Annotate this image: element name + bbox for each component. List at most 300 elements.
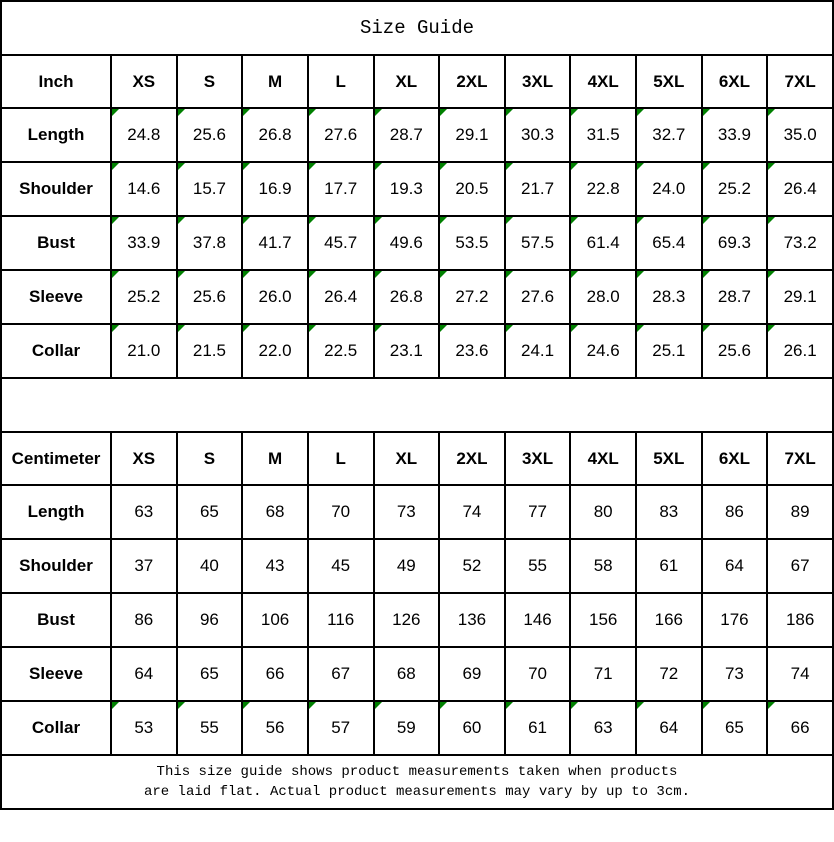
measurement-value-cell [439, 539, 505, 593]
size-header-cell: 6XL [702, 432, 768, 485]
size-header-cell: 7XL [767, 432, 833, 485]
measurement-value-cell [570, 701, 636, 755]
footer-row [1, 755, 833, 809]
measurement-value-cell [177, 539, 243, 593]
measurement-value: 25.6 [717, 341, 751, 360]
cell-corner-marker-icon [178, 163, 185, 170]
measurement-value-cell [242, 270, 308, 324]
cell-corner-marker-icon [112, 109, 119, 116]
size-header-cell: 3XL [505, 55, 571, 108]
cell-corner-marker-icon [768, 109, 775, 116]
measurement-value: 25.2 [717, 179, 751, 198]
measurement-value-cell [242, 162, 308, 216]
measurement-value: 71 [593, 664, 613, 683]
size-header-cell: 4XL [570, 432, 636, 485]
measurement-value: 83 [659, 502, 679, 521]
measurement-value-cell [702, 108, 768, 162]
measurement-value-cell [702, 324, 768, 378]
measurement-value: 17.7 [324, 179, 358, 198]
cell-corner-marker-icon [768, 702, 775, 709]
measurement-value: 66 [790, 718, 810, 737]
measurement-value-cell [702, 647, 768, 701]
measurement-value-cell [242, 108, 308, 162]
size-header-cell: 2XL [439, 55, 505, 108]
cell-corner-marker-icon [178, 217, 185, 224]
measurement-value: 136 [457, 610, 487, 629]
cell-corner-marker-icon [375, 271, 382, 278]
measurement-value: 27.6 [521, 287, 555, 306]
measurement-value-cell [505, 701, 571, 755]
measurement-value: 19.3 [389, 179, 423, 198]
measurement-value: 106 [260, 610, 290, 629]
measurement-value-cell [767, 270, 833, 324]
measurement-value: 63 [134, 502, 154, 521]
measurement-value: 28.7 [717, 287, 751, 306]
measurement-value-cell [242, 216, 308, 270]
measurement-value-cell [570, 216, 636, 270]
cell-corner-marker-icon [768, 325, 775, 332]
measurement-value: 49 [396, 556, 416, 575]
measurement-value: 65 [199, 664, 219, 683]
measurement-value-cell [177, 485, 243, 539]
measurement-value: 65 [724, 718, 744, 737]
measurement-value: 74 [790, 664, 810, 683]
measurement-value-cell [374, 485, 440, 539]
cell-corner-marker-icon [243, 163, 250, 170]
measurement-value-cell [767, 216, 833, 270]
measurement-value-cell [177, 162, 243, 216]
measurement-value: 89 [790, 502, 810, 521]
measurement-value-cell [505, 539, 571, 593]
measurement-value: 55 [528, 556, 548, 575]
measurement-value: 166 [654, 610, 683, 629]
measurement-value: 53 [134, 718, 154, 737]
cell-corner-marker-icon [243, 325, 250, 332]
measurement-label-cell: Shoulder [1, 162, 111, 216]
measurement-value: 40 [199, 556, 219, 575]
measurement-value-cell [767, 485, 833, 539]
measurement-value-cell [242, 324, 308, 378]
measurement-label-cell: Length [1, 108, 111, 162]
measurement-value-cell [767, 108, 833, 162]
measurement-value: 27.2 [455, 287, 489, 306]
measurement-value: 55 [199, 718, 219, 737]
measurement-value: 53.5 [455, 233, 489, 252]
measurement-value: 24.6 [586, 341, 620, 360]
measurement-value: 26.1 [783, 341, 817, 360]
cell-corner-marker-icon [112, 271, 119, 278]
measurement-value: 29.1 [783, 287, 817, 306]
measurement-value-cell [570, 485, 636, 539]
measurement-value-cell [439, 701, 505, 755]
measurement-value: 33.9 [127, 233, 161, 252]
measurement-value: 67 [331, 664, 351, 683]
measurement-value-cell [636, 647, 702, 701]
measurement-value: 156 [589, 610, 618, 629]
measurement-value: 73.2 [783, 233, 817, 252]
measurement-value-cell [702, 162, 768, 216]
measurement-value-cell [374, 108, 440, 162]
centimeter-table-body [1, 432, 833, 755]
cell-corner-marker-icon [506, 325, 513, 332]
measurement-value-cell [439, 324, 505, 378]
size-header-cell: L [308, 55, 374, 108]
measurement-value-cell [308, 162, 374, 216]
measurement-value-cell [570, 539, 636, 593]
measurement-value: 26.4 [783, 179, 817, 198]
measurement-row [1, 539, 833, 593]
size-header-cell: 2XL [439, 432, 505, 485]
measurement-value-cell [505, 647, 571, 701]
cell-corner-marker-icon [309, 217, 316, 224]
measurement-row [1, 593, 833, 647]
measurement-value-cell [439, 108, 505, 162]
measurement-value: 23.6 [455, 341, 489, 360]
cell-corner-marker-icon [375, 163, 382, 170]
measurement-value-cell [570, 647, 636, 701]
measurement-value: 69.3 [717, 233, 751, 252]
measurement-value: 58 [593, 556, 613, 575]
measurement-value-cell [374, 593, 440, 647]
measurement-value: 49.6 [389, 233, 423, 252]
measurement-value: 96 [199, 610, 219, 629]
measurement-value: 52 [462, 556, 482, 575]
cell-corner-marker-icon [506, 163, 513, 170]
measurement-value-cell [439, 593, 505, 647]
measurement-value-cell [636, 162, 702, 216]
cell-corner-marker-icon [571, 702, 578, 709]
measurement-label-cell: Shoulder [1, 539, 111, 593]
measurement-value-cell [242, 539, 308, 593]
measurement-value-cell [111, 593, 177, 647]
measurement-value-cell [308, 324, 374, 378]
cell-corner-marker-icon [637, 325, 644, 332]
cell-corner-marker-icon [506, 702, 513, 709]
measurement-value: 65 [199, 502, 219, 521]
measurement-value-cell [177, 270, 243, 324]
measurement-value: 23.1 [389, 341, 423, 360]
cell-corner-marker-icon [637, 217, 644, 224]
measurement-value: 29.1 [455, 125, 489, 144]
measurement-value: 68 [265, 502, 285, 521]
measurement-value: 176 [720, 610, 749, 629]
cell-corner-marker-icon [703, 271, 710, 278]
cell-corner-marker-icon [112, 325, 119, 332]
measurement-value: 45.7 [324, 233, 358, 252]
measurement-value: 72 [659, 664, 679, 683]
measurement-value: 116 [327, 610, 355, 629]
measurement-value-cell [439, 162, 505, 216]
cell-corner-marker-icon [309, 702, 316, 709]
measurement-value: 68 [396, 664, 416, 683]
measurement-value-cell [636, 485, 702, 539]
cell-corner-marker-icon [703, 217, 710, 224]
measurement-value-cell [111, 216, 177, 270]
measurement-value-cell [111, 162, 177, 216]
cell-corner-marker-icon [112, 217, 119, 224]
measurement-value: 61.4 [586, 233, 620, 252]
size-header-row [1, 432, 833, 485]
measurement-value: 26.4 [324, 287, 358, 306]
cell-corner-marker-icon [243, 217, 250, 224]
measurement-value: 57 [331, 718, 351, 737]
measurement-value-cell [111, 647, 177, 701]
measurement-value-cell [242, 485, 308, 539]
measurement-value-cell [505, 593, 571, 647]
cell-corner-marker-icon [440, 217, 447, 224]
measurement-value: 74 [462, 502, 482, 521]
measurement-value: 25.6 [192, 287, 226, 306]
measurement-value-cell [505, 324, 571, 378]
measurement-value-cell [636, 324, 702, 378]
measurement-value-cell [702, 485, 768, 539]
measurement-row [1, 485, 833, 539]
cell-corner-marker-icon [309, 163, 316, 170]
measurement-value: 70 [331, 502, 351, 521]
measurement-value-cell [374, 216, 440, 270]
measurement-value: 67 [790, 556, 810, 575]
title-row [1, 1, 833, 55]
measurement-value: 64 [724, 556, 744, 575]
measurement-value-cell [636, 701, 702, 755]
measurement-value: 65.4 [652, 233, 686, 252]
measurement-value: 30.3 [521, 125, 555, 144]
measurement-value: 63 [593, 718, 613, 737]
cell-corner-marker-icon [309, 271, 316, 278]
inch-table-body [1, 55, 833, 378]
measurement-value-cell [570, 324, 636, 378]
footer-note-line1: This size guide shows product measurements taken when products [156, 764, 678, 780]
measurement-value-cell [308, 701, 374, 755]
cell-corner-marker-icon [178, 271, 185, 278]
cell-corner-marker-icon [637, 163, 644, 170]
measurement-value: 126 [392, 610, 421, 629]
measurement-value-cell [702, 701, 768, 755]
measurement-value-cell [374, 539, 440, 593]
measurement-row [1, 162, 833, 216]
measurement-value-cell [767, 647, 833, 701]
cell-corner-marker-icon [768, 217, 775, 224]
measurement-value-cell [374, 701, 440, 755]
measurement-value-cell [767, 701, 833, 755]
measurement-value-cell [308, 647, 374, 701]
measurement-value: 43 [265, 556, 285, 575]
measurement-value: 69 [462, 664, 482, 683]
measurement-value-cell [242, 593, 308, 647]
measurement-value-cell [308, 216, 374, 270]
cell-corner-marker-icon [178, 702, 185, 709]
cell-corner-marker-icon [768, 271, 775, 278]
size-header-cell: M [242, 55, 308, 108]
measurement-value-cell [767, 324, 833, 378]
measurement-value: 28.0 [586, 287, 620, 306]
measurement-label-cell: Length [1, 485, 111, 539]
size-header-cell: 4XL [570, 55, 636, 108]
cell-corner-marker-icon [112, 702, 119, 709]
measurement-value-cell [439, 216, 505, 270]
measurement-label-cell: Collar [1, 324, 111, 378]
measurement-value: 28.3 [652, 287, 686, 306]
measurement-row [1, 216, 833, 270]
measurement-value-cell [374, 647, 440, 701]
measurement-value: 86 [134, 610, 154, 629]
measurement-value: 37 [134, 556, 154, 575]
measurement-value-cell [505, 108, 571, 162]
measurement-value: 22.8 [586, 179, 620, 198]
measurement-value-cell [374, 324, 440, 378]
unit-header-cell: Inch [1, 55, 111, 108]
measurement-value: 146 [523, 610, 552, 629]
size-header-cell: M [242, 432, 308, 485]
measurement-value: 70 [528, 664, 548, 683]
cell-corner-marker-icon [375, 325, 382, 332]
measurement-value-cell [636, 593, 702, 647]
size-header-cell: S [177, 432, 243, 485]
measurement-row [1, 324, 833, 378]
measurement-value: 33.9 [717, 125, 751, 144]
measurement-value-cell [636, 270, 702, 324]
measurement-value: 77 [528, 502, 548, 521]
measurement-value: 21.0 [127, 341, 161, 360]
measurement-value: 26.8 [258, 125, 292, 144]
cell-corner-marker-icon [637, 271, 644, 278]
measurement-value: 41.7 [258, 233, 292, 252]
measurement-value-cell [111, 270, 177, 324]
measurement-value-cell [111, 485, 177, 539]
cell-corner-marker-icon [506, 271, 513, 278]
measurement-row [1, 108, 833, 162]
measurement-value: 35.0 [783, 125, 817, 144]
cell-corner-marker-icon [703, 163, 710, 170]
size-header-cell: XS [111, 432, 177, 485]
cell-corner-marker-icon [571, 325, 578, 332]
measurement-value-cell [702, 270, 768, 324]
cell-corner-marker-icon [440, 702, 447, 709]
measurement-value-cell [111, 539, 177, 593]
measurement-value-cell [242, 701, 308, 755]
measurement-value: 22.5 [324, 341, 358, 360]
measurement-value: 25.2 [127, 287, 161, 306]
cell-corner-marker-icon [112, 163, 119, 170]
cell-corner-marker-icon [243, 271, 250, 278]
size-header-cell: XL [374, 55, 440, 108]
measurement-value: 60 [462, 718, 482, 737]
measurement-value: 27.6 [324, 125, 358, 144]
cell-corner-marker-icon [440, 271, 447, 278]
measurement-value-cell [702, 539, 768, 593]
measurement-value-cell [308, 108, 374, 162]
measurement-value-cell [570, 270, 636, 324]
measurement-value-cell [505, 485, 571, 539]
measurement-value-cell [439, 270, 505, 324]
measurement-value: 186 [785, 610, 815, 629]
measurement-value: 21.5 [192, 341, 226, 360]
measurement-value: 31.5 [586, 125, 620, 144]
measurement-value: 16.9 [258, 179, 292, 198]
cell-corner-marker-icon [375, 217, 382, 224]
size-header-cell: S [177, 55, 243, 108]
size-header-cell: L [308, 432, 374, 485]
measurement-value-cell [374, 162, 440, 216]
measurement-value: 24.8 [127, 125, 161, 144]
measurement-value-cell [439, 647, 505, 701]
measurement-row [1, 647, 833, 701]
measurement-value: 57.5 [521, 233, 555, 252]
measurement-value: 32.7 [652, 125, 686, 144]
measurement-value-cell [177, 593, 243, 647]
measurement-value-cell [374, 270, 440, 324]
measurement-value-cell [177, 108, 243, 162]
measurement-value-cell [570, 162, 636, 216]
cell-corner-marker-icon [703, 109, 710, 116]
size-header-cell: 5XL [636, 55, 702, 108]
measurement-value: 21.7 [521, 179, 555, 198]
measurement-value: 25.6 [192, 125, 226, 144]
measurement-value: 66 [265, 664, 285, 683]
footer-note-line2: are laid flat. Actual product measurements may vary by up to 3cm. [143, 784, 691, 800]
cell-corner-marker-icon [440, 163, 447, 170]
measurement-value: 24.0 [652, 179, 686, 198]
cell-corner-marker-icon [571, 163, 578, 170]
cell-corner-marker-icon [440, 325, 447, 332]
measurement-value-cell [308, 539, 374, 593]
measurement-value: 73 [724, 664, 744, 683]
measurement-label-cell: Bust [1, 216, 111, 270]
measurement-value-cell [111, 108, 177, 162]
measurement-value-cell [570, 593, 636, 647]
measurement-value: 61 [528, 718, 548, 737]
spacer-row [1, 378, 833, 432]
cell-corner-marker-icon [768, 163, 775, 170]
measurement-value: 59 [396, 718, 416, 737]
cell-corner-marker-icon [309, 109, 316, 116]
page-title: Size Guide [1, 1, 833, 55]
measurement-value-cell [702, 593, 768, 647]
cell-corner-marker-icon [571, 109, 578, 116]
measurement-row [1, 701, 833, 755]
measurement-value: 86 [724, 502, 744, 521]
cell-corner-marker-icon [703, 702, 710, 709]
measurement-value: 15.7 [192, 179, 226, 198]
cell-corner-marker-icon [178, 109, 185, 116]
cell-corner-marker-icon [309, 325, 316, 332]
size-header-cell: 5XL [636, 432, 702, 485]
size-header-cell: XS [111, 55, 177, 108]
measurement-value: 26.0 [258, 287, 292, 306]
measurement-value: 45 [331, 556, 351, 575]
measurement-value-cell [636, 216, 702, 270]
cell-corner-marker-icon [375, 702, 382, 709]
footer-note [1, 755, 833, 809]
measurement-value: 20.5 [455, 179, 489, 198]
measurement-value-cell [505, 216, 571, 270]
measurement-value: 73 [396, 502, 416, 521]
measurement-value-cell [570, 108, 636, 162]
cell-corner-marker-icon [440, 109, 447, 116]
measurement-value: 64 [659, 718, 679, 737]
spacer-cell [1, 378, 833, 432]
measurement-label-cell: Bust [1, 593, 111, 647]
size-header-cell: 3XL [505, 432, 571, 485]
cell-corner-marker-icon [637, 702, 644, 709]
measurement-value: 80 [593, 502, 613, 521]
size-header-cell: XL [374, 432, 440, 485]
measurement-value: 25.1 [652, 341, 686, 360]
measurement-value: 56 [265, 718, 285, 737]
cell-corner-marker-icon [506, 217, 513, 224]
measurement-value: 24.1 [521, 341, 555, 360]
measurement-value-cell [702, 216, 768, 270]
